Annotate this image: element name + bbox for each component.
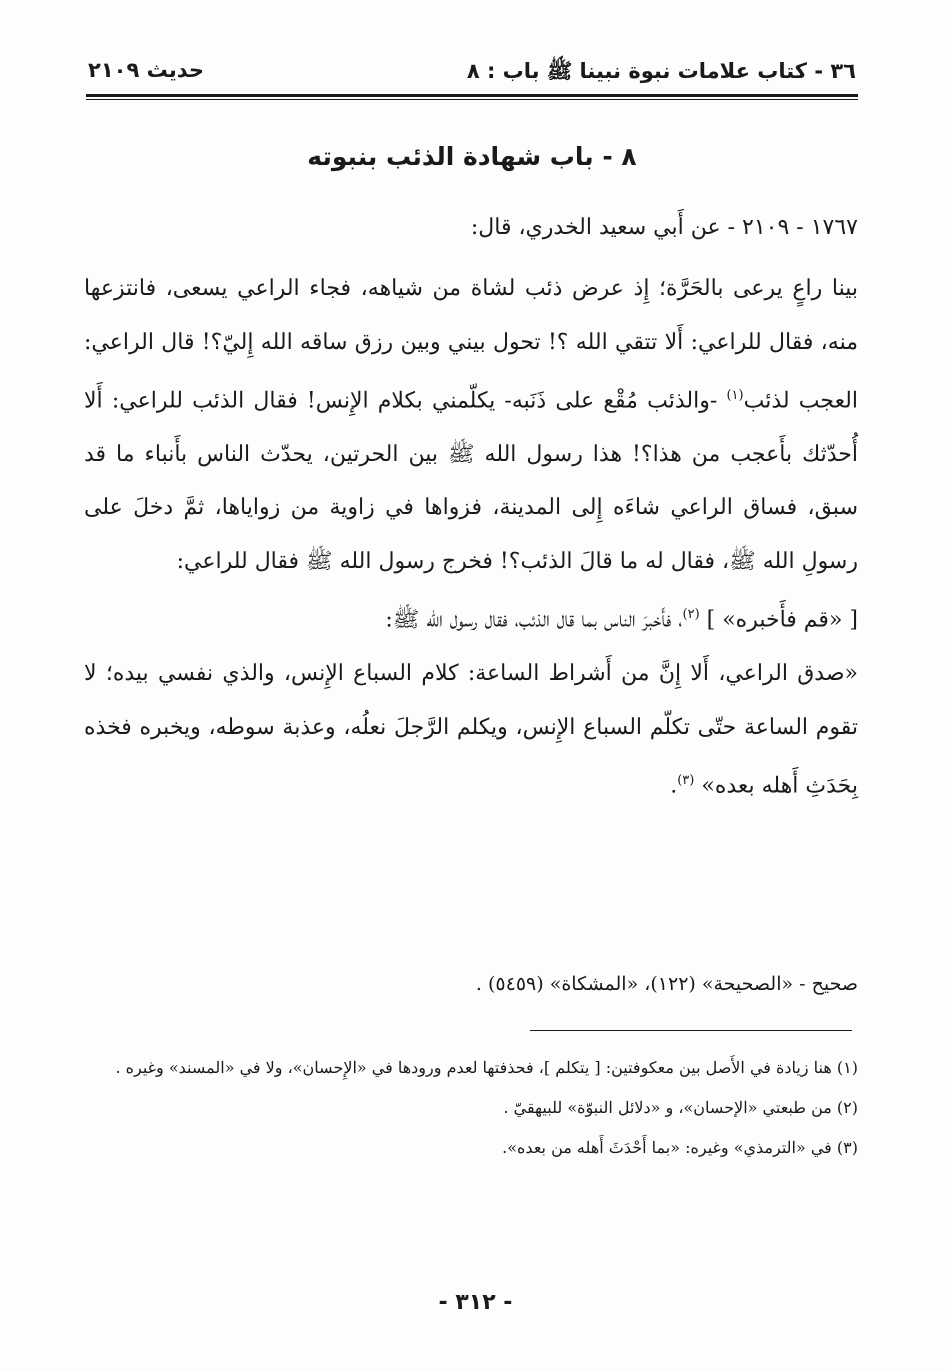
footnote-1: (١) هنا زيادة في الأَصل بين معكوفتين: [ يتكلم ]، فحذفتها لعدم ورودها في «الإِحسان»، ولا في «المسند» وغيره . xyxy=(115,1058,858,1077)
hadith-grading: صحيح - «الصحيحة» (١٢٢)، «المشكاة» (٥٤٥٩) . xyxy=(475,973,858,995)
page-number: - ٣١٢ - xyxy=(438,1290,513,1315)
paragraph-1: بينا راعٍ يرعى بالحَرَّة؛ إِذ عرض ذئب لشاة من شياهه، فجاء الراعي يسعى، فانتزعها منه، فقال للراعي: أَلا تتقي الله ؟! تحول بيني وبين رزق ساقه الله إِليّ؟! قال الراعي: العجب لذئب$^{(١)}$ -والذئب مُقْع على ذَنَبه- يكلّمني بكلام الإِنس! فقال الذئب للراعي: أَلا أُحدّثك بأَعجب من هذا؟! هذا رسول الله ﷺ بين الحرتين، يحدّث الناس بأَنباء ما قد سبق، فساق الراعي شاءَه إِلى المدينة، فزواها في زاوية من زواياها، ثمَّ دخلَ على رسولِ الله ﷺ، فقال له ما قالَ الذئب؟! فخرج رسول الله ﷺ فقال للراعي: xyxy=(84,276,859,574)
footnote-3: (٣) في «الترمذي» وغيره: «بما أَحْدَثَ أَهله من بعده». xyxy=(502,1138,858,1157)
footnote-ref-2: (٢) xyxy=(682,607,700,623)
footnote-separator xyxy=(530,1030,852,1031)
footnote-ref-3: (٣) xyxy=(677,773,695,789)
paragraph-3: «صدق الراعي، أَلا إِنَّ من أَشراط الساعة: كلام السباع الإِنس، والذي نفسي بيده؛ لا تقوم الساعة حتّى تكلّم السباع الإِنس، ويكلم الرَّجلَ نعلُه، وعذبة سوطه، ويخبره فخذه بِحَدَثِ أَهله بعده» $^{(٣)}$. xyxy=(84,661,858,799)
chapter-title: ٨ - باب شهادة الذئب بنبوته xyxy=(307,142,637,171)
header-rule-thick xyxy=(86,94,858,97)
header-hadith-number: حديث ٢١٠٩ xyxy=(88,58,204,82)
running-header xyxy=(88,58,856,92)
hadith-body xyxy=(84,262,858,813)
header-rule-thin xyxy=(86,99,858,100)
paragraph-2: [ «قم فأَخبره» ] $^{(٢)}$، فأَخبرَ الناس بما قال الذئب، فقال رسول الله ﷺ: xyxy=(385,607,858,633)
hadith-number-line: ١٧٦٧ - ٢١٠٩ - عن أَبي سعيد الخدري، قال: xyxy=(470,215,858,240)
footnote-ref-1: (١) xyxy=(726,388,744,403)
footnote-2: (٢) من طبعتي «الإحسان»، و «دلائل النبوّة» للبيهقيّ . xyxy=(503,1098,858,1117)
header-chapter-section: ٣٦ - كتاب علامات نبوة نبينا ﷺ باب : ٨ xyxy=(466,59,856,83)
footnotes xyxy=(86,1050,858,1170)
